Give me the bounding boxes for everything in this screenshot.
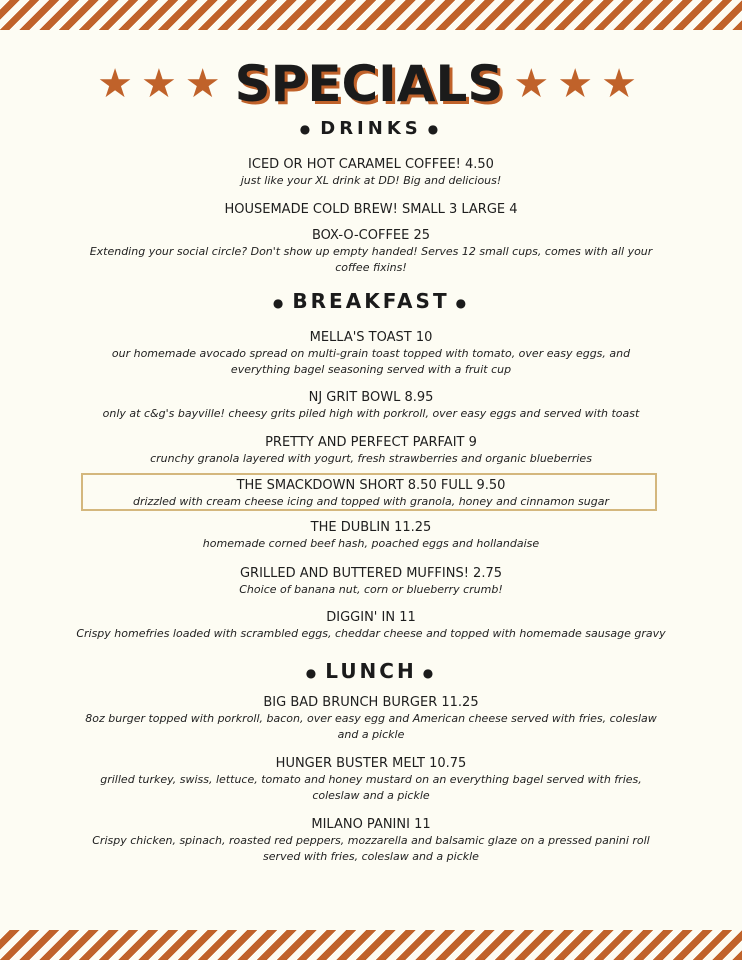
bottom-stripe-border: [0, 930, 742, 960]
section-heading-breakfast: [0, 291, 742, 311]
item-description: Crispy chicken, spinach, roasted red peppers, mozzarella and balsamic glaze on a pressed panini roll served with fries, coleslaw and a pickle: [92, 834, 650, 863]
menu-item-diggin-in: [76, 609, 666, 642]
menu-item-smackdown: [76, 477, 666, 510]
top-stripe-border: [0, 0, 742, 30]
item-name: HUNGER BUSTER MELT 10.75: [275, 756, 467, 771]
bullet-icon: ●: [455, 295, 470, 310]
bullet-icon: ●: [299, 122, 315, 136]
item-name: THE SMACKDOWN SHORT 8.50 FULL 9.50: [236, 478, 506, 493]
item-name: GRILLED AND BUTTERED MUFFINS! 2.75: [239, 566, 503, 581]
item-name: MELLA'S TOAST 10: [309, 330, 433, 345]
menu-item-brunch-burger: [76, 694, 666, 743]
menu-item-cold-brew: [90, 201, 652, 218]
bullet-icon: ●: [305, 665, 320, 680]
item-description: Extending your social circle? Don't show up empty handed! Serves 12 small cups, comes with all your coffee fixins!: [89, 245, 653, 274]
left-stars-icon: ★★★: [97, 61, 229, 107]
item-name: DIGGIN' IN 11: [326, 610, 416, 625]
bullet-icon: ●: [422, 665, 437, 680]
title-row: [0, 56, 742, 112]
menu-item-milano-panini: [76, 816, 666, 865]
menu-item-muffins: [90, 565, 652, 598]
page-title: SPECIALS: [234, 55, 504, 113]
item-name: THE DUBLIN 11.25: [310, 520, 432, 535]
item-description: only at c&g's bayville! cheesy grits piled high with porkroll, over easy eggs and served with toast: [102, 407, 640, 420]
lunch-heading-text: LUNCH: [325, 659, 417, 683]
section-heading-lunch: [0, 661, 742, 681]
item-description: 8oz burger topped with porkroll, bacon, over easy egg and American cheese served with fries, coleslaw and a pickle: [85, 712, 657, 741]
item-description: crunchy granola layered with yogurt, fresh strawberries and organic blueberries: [150, 452, 592, 465]
item-description: just like your XL drink at DD! Big and delicious!: [240, 174, 502, 187]
menu-item-the-dublin: [90, 519, 652, 552]
item-name: BIG BAD BRUNCH BURGER 11.25: [263, 695, 479, 710]
breakfast-heading-text: BREAKFAST: [292, 289, 450, 313]
menu-item-box-o-coffee: [76, 227, 666, 276]
item-name: PRETTY AND PERFECT PARFAIT 9: [265, 435, 477, 450]
bullet-icon: ●: [272, 295, 287, 310]
item-description: grilled turkey, swiss, lettuce, tomato and honey mustard on an everything bagel served with fries, coleslaw and a pickle: [100, 773, 642, 802]
menu-item-caramel-coffee: [90, 156, 652, 189]
item-name: MILANO PANINI 11: [311, 817, 431, 832]
bullet-icon: ●: [427, 122, 443, 136]
item-name: BOX-O-COFFEE 25: [311, 228, 431, 243]
right-stars-icon: ★★★: [513, 61, 645, 107]
section-heading-drinks: [0, 120, 742, 138]
item-name: ICED OR HOT CARAMEL COFFEE! 4.50: [248, 157, 494, 172]
item-description: drizzled with cream cheese icing and topped with granola, honey and cinnamon sugar: [132, 495, 609, 508]
item-description: Crispy homefries loaded with scrambled eggs, cheddar cheese and topped with homemade sausage gravy: [76, 627, 666, 640]
item-description: Choice of banana nut, corn or blueberry crumb!: [239, 583, 503, 596]
item-description: our homemade avocado spread on multi-grain toast topped with tomato, over easy eggs, and everything bagel seasoning served with a fruit cup: [111, 347, 631, 376]
drinks-heading-text: DRINKS: [320, 118, 422, 139]
menu-item-hunger-buster-melt: [76, 755, 666, 804]
menu-item-nj-grit-bowl: [76, 389, 666, 422]
item-name: HOUSEMADE COLD BREW! SMALL 3 LARGE 4: [224, 202, 518, 217]
item-description: homemade corned beef hash, poached eggs and hollandaise: [202, 537, 540, 550]
menu-item-mellas-toast: [90, 329, 652, 378]
item-name: NJ GRIT BOWL 8.95: [308, 390, 434, 405]
menu-item-parfait: [90, 434, 652, 467]
